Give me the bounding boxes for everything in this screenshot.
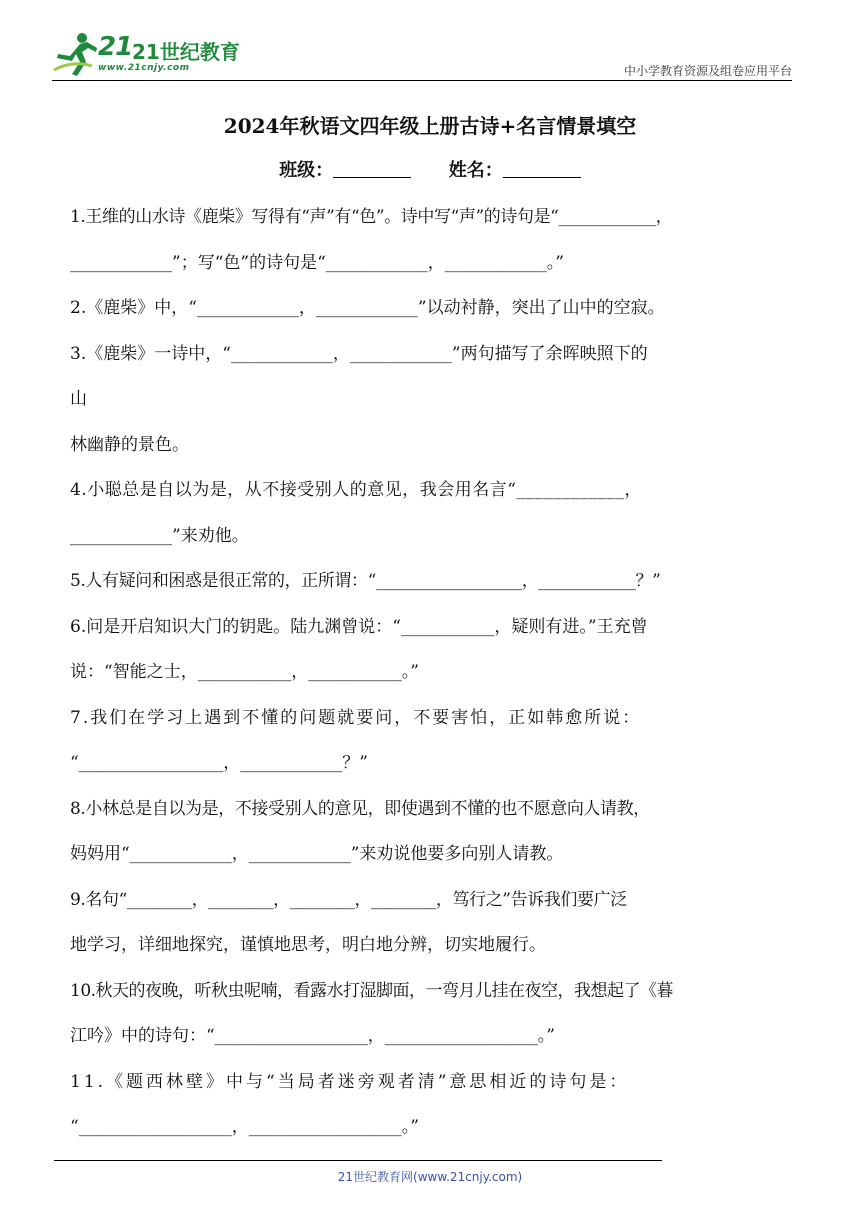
question-line: 2.《鹿柴》中，“____________，____________”以动衬静，突出了山中的空寂。	[70, 298, 665, 318]
question-line: 8.小林总是自以为是，不接受别人的意见，即使遇到不懂的也不愿意向人请教，	[70, 798, 650, 819]
questions	[70, 195, 790, 1151]
question-line: “__________________，__________________。”	[70, 1117, 419, 1137]
question-line: 5.人有疑问和困惑是很正常的，正所谓：“__________________，____________？”	[70, 571, 661, 591]
question-line: 10.秋天的夜晚，听秋虫呢喃，看露水打湿脚面，一弯月儿挂在夜空，我想起了《暮	[70, 980, 674, 1001]
footer-divider	[54, 1160, 662, 1161]
question-line: 妈妈用“____________，____________”来劝说他要多向别人请教。	[70, 844, 564, 864]
question-line: 6.问是开启知识大门的钥匙。陆九渊曾说：“___________，疑则有进。”王充曾	[70, 616, 648, 637]
question-line: ____________”；写“色”的诗句是“____________，____________。”	[70, 252, 564, 273]
logo-number: 21	[98, 32, 133, 62]
question-line: 地学习，详细地探究，谨慎地思考，明白地分辨，切实地履行。	[70, 935, 546, 955]
header-platform-text: 中小学教育资源及组卷应用平台	[623, 64, 792, 78]
question-line: 11.《题西林壁》中与“当局者迷旁观者清”意思相近的诗句是：	[70, 1071, 630, 1092]
page-header	[52, 30, 792, 80]
class-blank[interactable]	[333, 159, 411, 178]
question-line: 说：“智能之士，___________，___________。”	[70, 662, 419, 682]
logo	[52, 30, 242, 80]
question-line: 山	[70, 389, 87, 409]
question-line: 7.我们在学习上遇到不懂的问题就要问，不要害怕，正如韩愈所说：	[70, 707, 642, 728]
name-blank[interactable]	[503, 159, 581, 178]
logo-text: 21世纪教育	[132, 40, 240, 64]
name-label: 姓名：	[448, 160, 503, 181]
page-footer: 21世纪教育网(www.21cnjy.com)	[337, 1170, 523, 1184]
question-line: “_________________，____________？”	[70, 753, 368, 773]
class-label: 班级：	[279, 160, 334, 181]
page-title: 2024年秋语文四年级上册古诗+名言情景填空	[223, 114, 637, 138]
logo-url: www.21cnjy.com	[98, 63, 190, 73]
question-line: ____________”来劝他。	[70, 525, 249, 546]
runner-logo-icon	[52, 30, 98, 78]
question-line: 1.王维的山水诗《鹿柴》写得有“声”有“色”。诗中写“声”的诗句是“____________，	[70, 207, 673, 227]
student-info	[0, 156, 860, 182]
question-line: 江吟》中的诗句：“__________________，__________________。”	[70, 1026, 555, 1046]
question-line: 3.《鹿柴》一诗中，“____________，____________”两句描写了余晖映照下的	[70, 343, 648, 364]
question-line: 9.名句“________，________，________，________，笃行之”告诉我们要广泛	[70, 889, 627, 910]
question-line: 林幽静的景色。	[70, 434, 189, 455]
header-divider	[52, 80, 792, 81]
question-line: 4.小聪总是自以为是，从不接受别人的意见，我会用名言“____________，	[70, 480, 642, 500]
